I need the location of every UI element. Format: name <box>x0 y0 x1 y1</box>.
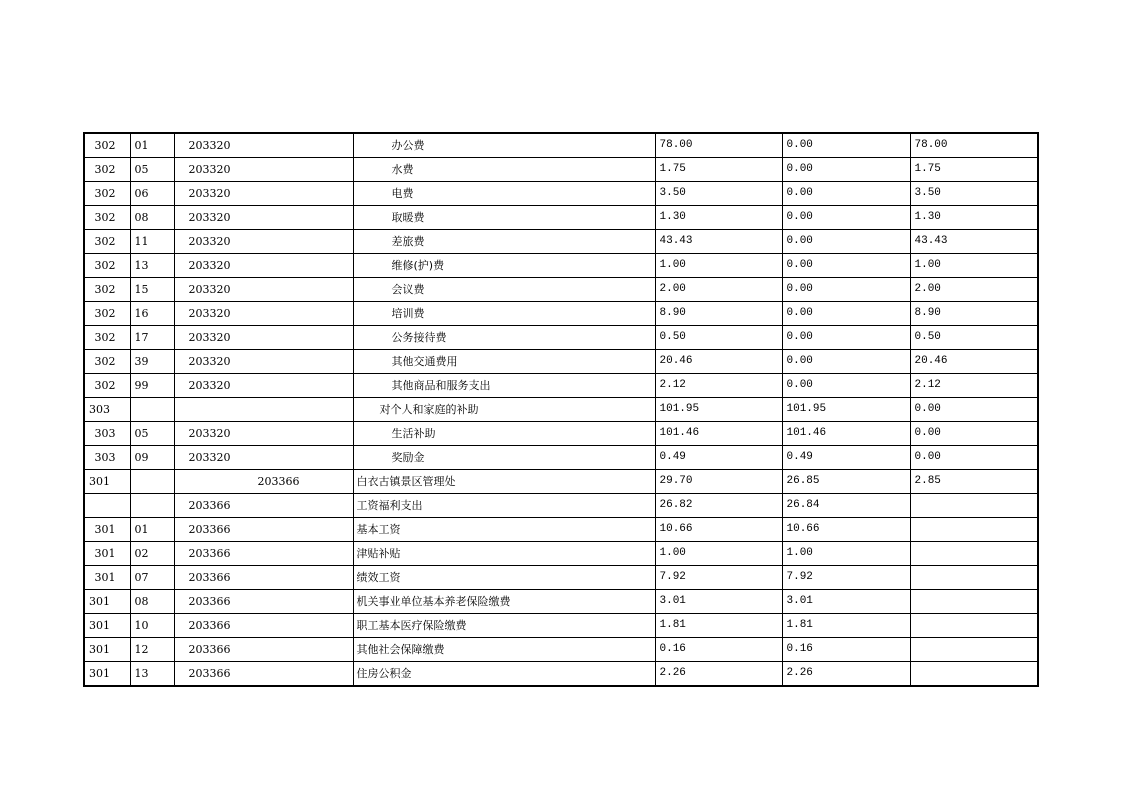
dept-code-cell: 203366 <box>174 494 353 518</box>
econ-item-code-cell: 12 <box>130 638 174 662</box>
basic-expense-cell: 7.92 <box>782 566 910 590</box>
table-row <box>84 638 1038 662</box>
table-row <box>84 446 1038 470</box>
dept-code-cell: 203366 <box>174 470 353 494</box>
dept-code-cell: 203366 <box>174 638 353 662</box>
table-row <box>84 278 1038 302</box>
item-name-cell: 取暖费 <box>353 206 655 230</box>
total-amount-cell: 1.00 <box>655 254 782 278</box>
econ-class-code-cell: 302 <box>84 133 130 158</box>
project-expense-cell <box>910 518 1038 542</box>
total-amount-cell: 2.26 <box>655 662 782 687</box>
item-name-cell: 公务接待费 <box>353 326 655 350</box>
table-row <box>84 350 1038 374</box>
dept-code-cell: 203320 <box>174 182 353 206</box>
econ-class-code-cell: 302 <box>84 278 130 302</box>
project-expense-cell <box>910 638 1038 662</box>
econ-class-code-cell: 302 <box>84 158 130 182</box>
project-expense-cell: 3.50 <box>910 182 1038 206</box>
project-expense-cell: 1.30 <box>910 206 1038 230</box>
econ-item-code-cell: 17 <box>130 326 174 350</box>
econ-class-code-cell: 302 <box>84 326 130 350</box>
total-amount-cell: 43.43 <box>655 230 782 254</box>
econ-item-code-cell: 13 <box>130 662 174 687</box>
total-amount-cell: 1.75 <box>655 158 782 182</box>
basic-expense-cell: 0.00 <box>782 206 910 230</box>
budget-table <box>83 132 1039 687</box>
total-amount-cell: 1.00 <box>655 542 782 566</box>
total-amount-cell: 101.95 <box>655 398 782 422</box>
dept-code-cell: 203320 <box>174 230 353 254</box>
basic-expense-cell: 1.81 <box>782 614 910 638</box>
project-expense-cell: 2.85 <box>910 470 1038 494</box>
dept-code-cell: 203366 <box>174 614 353 638</box>
total-amount-cell: 20.46 <box>655 350 782 374</box>
basic-expense-cell: 0.00 <box>782 158 910 182</box>
econ-item-code-cell: 05 <box>130 158 174 182</box>
dept-code-cell: 203366 <box>174 566 353 590</box>
project-expense-cell <box>910 590 1038 614</box>
project-expense-cell: 2.00 <box>910 278 1038 302</box>
econ-class-code-cell: 302 <box>84 374 130 398</box>
table-row <box>84 133 1038 158</box>
basic-expense-cell: 0.00 <box>782 302 910 326</box>
total-amount-cell: 2.12 <box>655 374 782 398</box>
item-name-cell: 电费 <box>353 182 655 206</box>
dept-code-cell: 203320 <box>174 278 353 302</box>
project-expense-cell: 1.00 <box>910 254 1038 278</box>
dept-code-cell: 203320 <box>174 374 353 398</box>
item-name-cell: 其他社会保障缴费 <box>353 638 655 662</box>
econ-item-code-cell: 08 <box>130 590 174 614</box>
project-expense-cell <box>910 566 1038 590</box>
table-row <box>84 182 1038 206</box>
econ-class-code-cell: 301 <box>84 542 130 566</box>
dept-code-cell: 203366 <box>174 590 353 614</box>
project-expense-cell <box>910 614 1038 638</box>
econ-item-code-cell: 06 <box>130 182 174 206</box>
econ-class-code-cell: 301 <box>84 470 130 494</box>
dept-code-cell: 203320 <box>174 133 353 158</box>
econ-class-code-cell: 301 <box>84 590 130 614</box>
dept-code-cell: 203320 <box>174 302 353 326</box>
basic-expense-cell: 0.00 <box>782 278 910 302</box>
dept-code-cell: 203320 <box>174 350 353 374</box>
econ-class-code-cell: 302 <box>84 350 130 374</box>
basic-expense-cell: 0.16 <box>782 638 910 662</box>
econ-item-code-cell: 09 <box>130 446 174 470</box>
project-expense-cell: 8.90 <box>910 302 1038 326</box>
item-name-cell: 基本工资 <box>353 518 655 542</box>
econ-class-code-cell: 303 <box>84 446 130 470</box>
project-expense-cell <box>910 494 1038 518</box>
item-name-cell: 维修(护)费 <box>353 254 655 278</box>
econ-class-code-cell: 301 <box>84 614 130 638</box>
table-row <box>84 518 1038 542</box>
econ-class-code-cell <box>84 494 130 518</box>
dept-code-cell: 203320 <box>174 326 353 350</box>
item-name-cell: 对个人和家庭的补助 <box>353 398 655 422</box>
total-amount-cell: 0.50 <box>655 326 782 350</box>
item-name-cell: 机关事业单位基本养老保险缴费 <box>353 590 655 614</box>
project-expense-cell: 78.00 <box>910 133 1038 158</box>
econ-class-code-cell: 302 <box>84 206 130 230</box>
item-name-cell: 工资福利支出 <box>353 494 655 518</box>
econ-class-code-cell: 301 <box>84 566 130 590</box>
total-amount-cell: 0.49 <box>655 446 782 470</box>
table-row <box>84 662 1038 687</box>
econ-item-code-cell: 39 <box>130 350 174 374</box>
table-row <box>84 614 1038 638</box>
basic-expense-cell: 0.00 <box>782 350 910 374</box>
table-row <box>84 230 1038 254</box>
dept-code-cell: 203366 <box>174 518 353 542</box>
total-amount-cell: 8.90 <box>655 302 782 326</box>
project-expense-cell: 43.43 <box>910 230 1038 254</box>
dept-code-cell: 203320 <box>174 422 353 446</box>
project-expense-cell: 0.00 <box>910 446 1038 470</box>
table-row <box>84 374 1038 398</box>
basic-expense-cell: 0.00 <box>782 254 910 278</box>
basic-expense-cell: 0.00 <box>782 133 910 158</box>
dept-code-cell: 203320 <box>174 206 353 230</box>
basic-expense-cell: 2.26 <box>782 662 910 687</box>
dept-code-cell: 203366 <box>174 542 353 566</box>
total-amount-cell: 3.01 <box>655 590 782 614</box>
item-name-cell: 差旅费 <box>353 230 655 254</box>
dept-code-cell: 203320 <box>174 446 353 470</box>
econ-item-code-cell: 11 <box>130 230 174 254</box>
table-row <box>84 470 1038 494</box>
econ-class-code-cell: 303 <box>84 422 130 446</box>
table-row <box>84 326 1038 350</box>
dept-code-cell <box>174 398 353 422</box>
table-row <box>84 542 1038 566</box>
basic-expense-cell: 0.00 <box>782 230 910 254</box>
total-amount-cell: 101.46 <box>655 422 782 446</box>
project-expense-cell: 0.50 <box>910 326 1038 350</box>
table-body <box>84 133 1038 686</box>
basic-expense-cell: 10.66 <box>782 518 910 542</box>
item-name-cell: 办公费 <box>353 133 655 158</box>
total-amount-cell: 0.16 <box>655 638 782 662</box>
item-name-cell: 津贴补贴 <box>353 542 655 566</box>
econ-class-code-cell: 301 <box>84 638 130 662</box>
econ-class-code-cell: 302 <box>84 254 130 278</box>
project-expense-cell: 1.75 <box>910 158 1038 182</box>
econ-item-code-cell: 05 <box>130 422 174 446</box>
basic-expense-cell: 0.00 <box>782 182 910 206</box>
table-row <box>84 158 1038 182</box>
econ-class-code-cell: 303 <box>84 398 130 422</box>
total-amount-cell: 3.50 <box>655 182 782 206</box>
econ-item-code-cell: 07 <box>130 566 174 590</box>
econ-class-code-cell: 302 <box>84 302 130 326</box>
econ-class-code-cell: 301 <box>84 518 130 542</box>
dept-code-cell: 203366 <box>174 662 353 687</box>
item-name-cell: 奖励金 <box>353 446 655 470</box>
basic-expense-cell: 0.00 <box>782 374 910 398</box>
project-expense-cell: 0.00 <box>910 422 1038 446</box>
basic-expense-cell: 101.46 <box>782 422 910 446</box>
econ-item-code-cell: 10 <box>130 614 174 638</box>
basic-expense-cell: 1.00 <box>782 542 910 566</box>
econ-item-code-cell: 08 <box>130 206 174 230</box>
basic-expense-cell: 3.01 <box>782 590 910 614</box>
table-row <box>84 398 1038 422</box>
total-amount-cell: 78.00 <box>655 133 782 158</box>
econ-item-code-cell: 01 <box>130 133 174 158</box>
table-row <box>84 422 1038 446</box>
project-expense-cell: 2.12 <box>910 374 1038 398</box>
table-row <box>84 206 1038 230</box>
econ-item-code-cell <box>130 494 174 518</box>
econ-item-code-cell: 02 <box>130 542 174 566</box>
total-amount-cell: 10.66 <box>655 518 782 542</box>
econ-item-code-cell: 15 <box>130 278 174 302</box>
econ-item-code-cell: 13 <box>130 254 174 278</box>
total-amount-cell: 26.82 <box>655 494 782 518</box>
total-amount-cell: 2.00 <box>655 278 782 302</box>
econ-class-code-cell: 301 <box>84 662 130 687</box>
item-name-cell: 职工基本医疗保险缴费 <box>353 614 655 638</box>
item-name-cell: 培训费 <box>353 302 655 326</box>
dept-code-cell: 203320 <box>174 254 353 278</box>
item-name-cell: 会议费 <box>353 278 655 302</box>
item-name-cell: 绩效工资 <box>353 566 655 590</box>
table-row <box>84 566 1038 590</box>
total-amount-cell: 1.81 <box>655 614 782 638</box>
total-amount-cell: 1.30 <box>655 206 782 230</box>
table-row <box>84 590 1038 614</box>
econ-item-code-cell <box>130 470 174 494</box>
basic-expense-cell: 0.49 <box>782 446 910 470</box>
dept-code-cell: 203320 <box>174 158 353 182</box>
item-name-cell: 其他交通费用 <box>353 350 655 374</box>
project-expense-cell <box>910 542 1038 566</box>
item-name-cell: 住房公积金 <box>353 662 655 687</box>
table-row <box>84 254 1038 278</box>
econ-class-code-cell: 302 <box>84 230 130 254</box>
total-amount-cell: 7.92 <box>655 566 782 590</box>
econ-item-code-cell <box>130 398 174 422</box>
basic-expense-cell: 26.84 <box>782 494 910 518</box>
item-name-cell: 生活补助 <box>353 422 655 446</box>
econ-item-code-cell: 99 <box>130 374 174 398</box>
basic-expense-cell: 0.00 <box>782 326 910 350</box>
basic-expense-cell: 26.85 <box>782 470 910 494</box>
econ-class-code-cell: 302 <box>84 182 130 206</box>
basic-expense-cell: 101.95 <box>782 398 910 422</box>
table-row <box>84 302 1038 326</box>
project-expense-cell: 0.00 <box>910 398 1038 422</box>
table-row <box>84 494 1038 518</box>
project-expense-cell: 20.46 <box>910 350 1038 374</box>
project-expense-cell <box>910 662 1038 687</box>
total-amount-cell: 29.70 <box>655 470 782 494</box>
item-name-cell: 水费 <box>353 158 655 182</box>
econ-item-code-cell: 16 <box>130 302 174 326</box>
item-name-cell: 其他商品和服务支出 <box>353 374 655 398</box>
econ-item-code-cell: 01 <box>130 518 174 542</box>
item-name-cell: 白衣古镇景区管理处 <box>353 470 655 494</box>
